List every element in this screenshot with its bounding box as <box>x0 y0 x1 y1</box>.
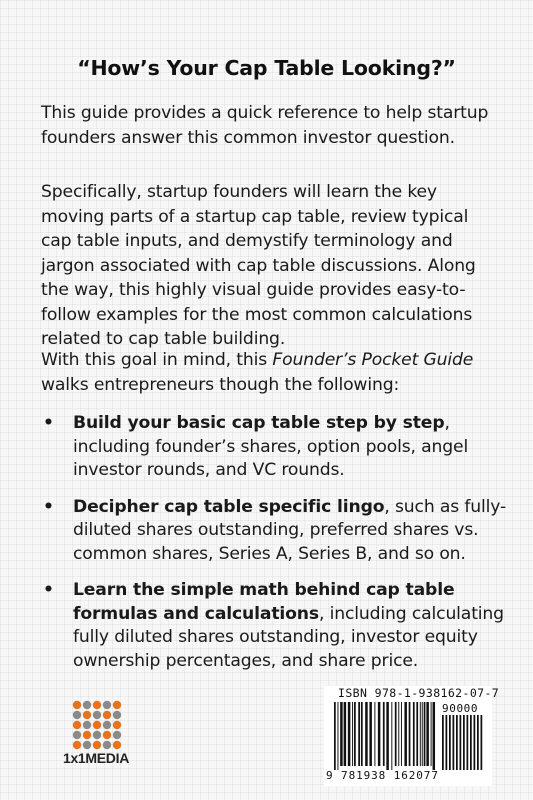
barcode-bar <box>395 702 397 766</box>
feature-text: , such as fully-diluted shares outstanding, preferred shares vs. common shares, Series A, Series B, and so on. <box>73 496 507 564</box>
feature-heading: Learn the simple math behind cap table formulas and calculations <box>73 580 455 624</box>
barcode-bar <box>401 702 402 766</box>
logo-dot <box>93 721 101 729</box>
barcode-bar <box>449 715 451 770</box>
barcode-bar <box>391 702 392 770</box>
feature-item <box>41 496 511 567</box>
logo-dot <box>113 701 121 709</box>
barcode-bar <box>481 715 483 770</box>
barcode-bar <box>470 715 472 770</box>
logo-dot <box>103 731 111 739</box>
logo-dot <box>103 741 111 749</box>
guide-name: Founder’s Pocket Guide <box>272 350 474 370</box>
ean-digits: 9 781938 162077 <box>326 769 439 782</box>
barcode-bar <box>334 702 336 770</box>
barcode-bar <box>352 702 353 766</box>
feature-list <box>41 412 511 673</box>
barcode-bar <box>358 702 360 766</box>
logo-dot <box>73 711 81 719</box>
logo-dot <box>93 711 101 719</box>
barcode-bar <box>467 715 469 770</box>
logo-dot <box>103 721 111 729</box>
bullet-icon: • <box>43 413 54 433</box>
barcode-bar <box>431 702 432 766</box>
price-code: 90000 <box>442 702 479 715</box>
barcode-bar <box>460 715 462 770</box>
barcode-bar <box>442 715 444 770</box>
barcode-bar <box>433 702 436 770</box>
barcode-bar <box>354 702 356 766</box>
details-paragraph: Specifically, startup founders will learn the key moving parts of a startup cap table, review typical cap table inputs, and demystify terminology and jargon associated with cap table discussions. Along the way, this highly visual guide provides easy-to-follow examples for the most common calculations related to cap table building. <box>41 182 476 349</box>
barcode-bar <box>383 702 385 766</box>
logo-dot <box>73 731 81 739</box>
barcode-bar <box>474 715 476 770</box>
logo-dot <box>93 731 101 739</box>
barcode-bar <box>416 702 418 766</box>
feature-item <box>41 412 511 483</box>
feature-text: , including calculating fully diluted shares outstanding, investor equity ownership percentages, and share price. <box>73 603 504 671</box>
logo-dot <box>83 711 91 719</box>
logo-dot <box>83 731 91 739</box>
publisher-name: 1x1MEDIA <box>62 750 130 766</box>
barcode-bar <box>404 702 407 766</box>
barcode-bar <box>420 702 421 766</box>
feature-heading: Build your basic cap table step by step <box>73 413 445 433</box>
publisher-logo <box>56 700 136 766</box>
logo-dot <box>113 741 121 749</box>
barcode-bar <box>463 715 465 770</box>
logo-dot <box>73 701 81 709</box>
barcode-bar <box>477 715 479 770</box>
barcode-bar <box>365 702 368 766</box>
barcode-bar <box>413 702 415 766</box>
barcode-bar <box>337 702 338 770</box>
goal-paragraph <box>41 348 501 397</box>
barcode-bar <box>446 715 448 770</box>
logo-dot <box>83 741 91 749</box>
logo-dot <box>113 711 121 719</box>
addon-barcode-icon <box>442 715 486 770</box>
intro-paragraph: This guide provides a quick reference to help startup founders answer this common investor question. <box>41 103 489 148</box>
barcode-bar <box>453 715 455 770</box>
logo-dot <box>103 701 111 709</box>
barcode-bar <box>361 702 363 766</box>
logo-dot <box>73 741 81 749</box>
feature-heading: Decipher cap table specific lingo <box>73 496 385 517</box>
barcode-bar <box>344 702 347 766</box>
logo-dot <box>83 701 91 709</box>
barcode-bar <box>424 702 426 766</box>
goal-prefix: With this goal in mind, this <box>41 350 273 370</box>
barcode-bar <box>378 702 381 766</box>
feature-text: , including founder’s shares, option pools, angel investor rounds, and VC rounds. <box>73 413 469 480</box>
barcode-icon <box>334 702 438 770</box>
barcode-bar <box>369 702 372 766</box>
barcode-bar <box>426 702 429 766</box>
logo-dot <box>93 701 101 709</box>
isbn-label: ISBN 978-1-938162-07-7 <box>338 686 500 700</box>
book-title: “How’s Your Cap Table Looking?” <box>77 56 456 80</box>
dot-grid-logo-icon <box>72 700 122 750</box>
isbn-barcode <box>324 686 500 786</box>
barcode-bar <box>398 702 399 766</box>
bullet-icon: • <box>43 580 54 600</box>
barcode-bar <box>348 702 351 766</box>
barcode-bar <box>422 702 423 766</box>
logo-dot <box>103 711 111 719</box>
barcode-bar <box>386 702 389 770</box>
barcode-bar <box>374 702 375 766</box>
bullet-icon: • <box>43 496 54 517</box>
logo-dot <box>73 721 81 729</box>
logo-dot <box>113 721 121 729</box>
goal-suffix: walks entrepreneurs though the following: <box>41 374 400 395</box>
barcode-bar <box>456 715 458 770</box>
barcode-bar <box>409 702 411 766</box>
logo-dot <box>113 731 121 739</box>
feature-item <box>41 579 511 673</box>
barcode-bar <box>340 702 343 766</box>
logo-dot <box>93 741 101 749</box>
logo-dot <box>83 721 91 729</box>
